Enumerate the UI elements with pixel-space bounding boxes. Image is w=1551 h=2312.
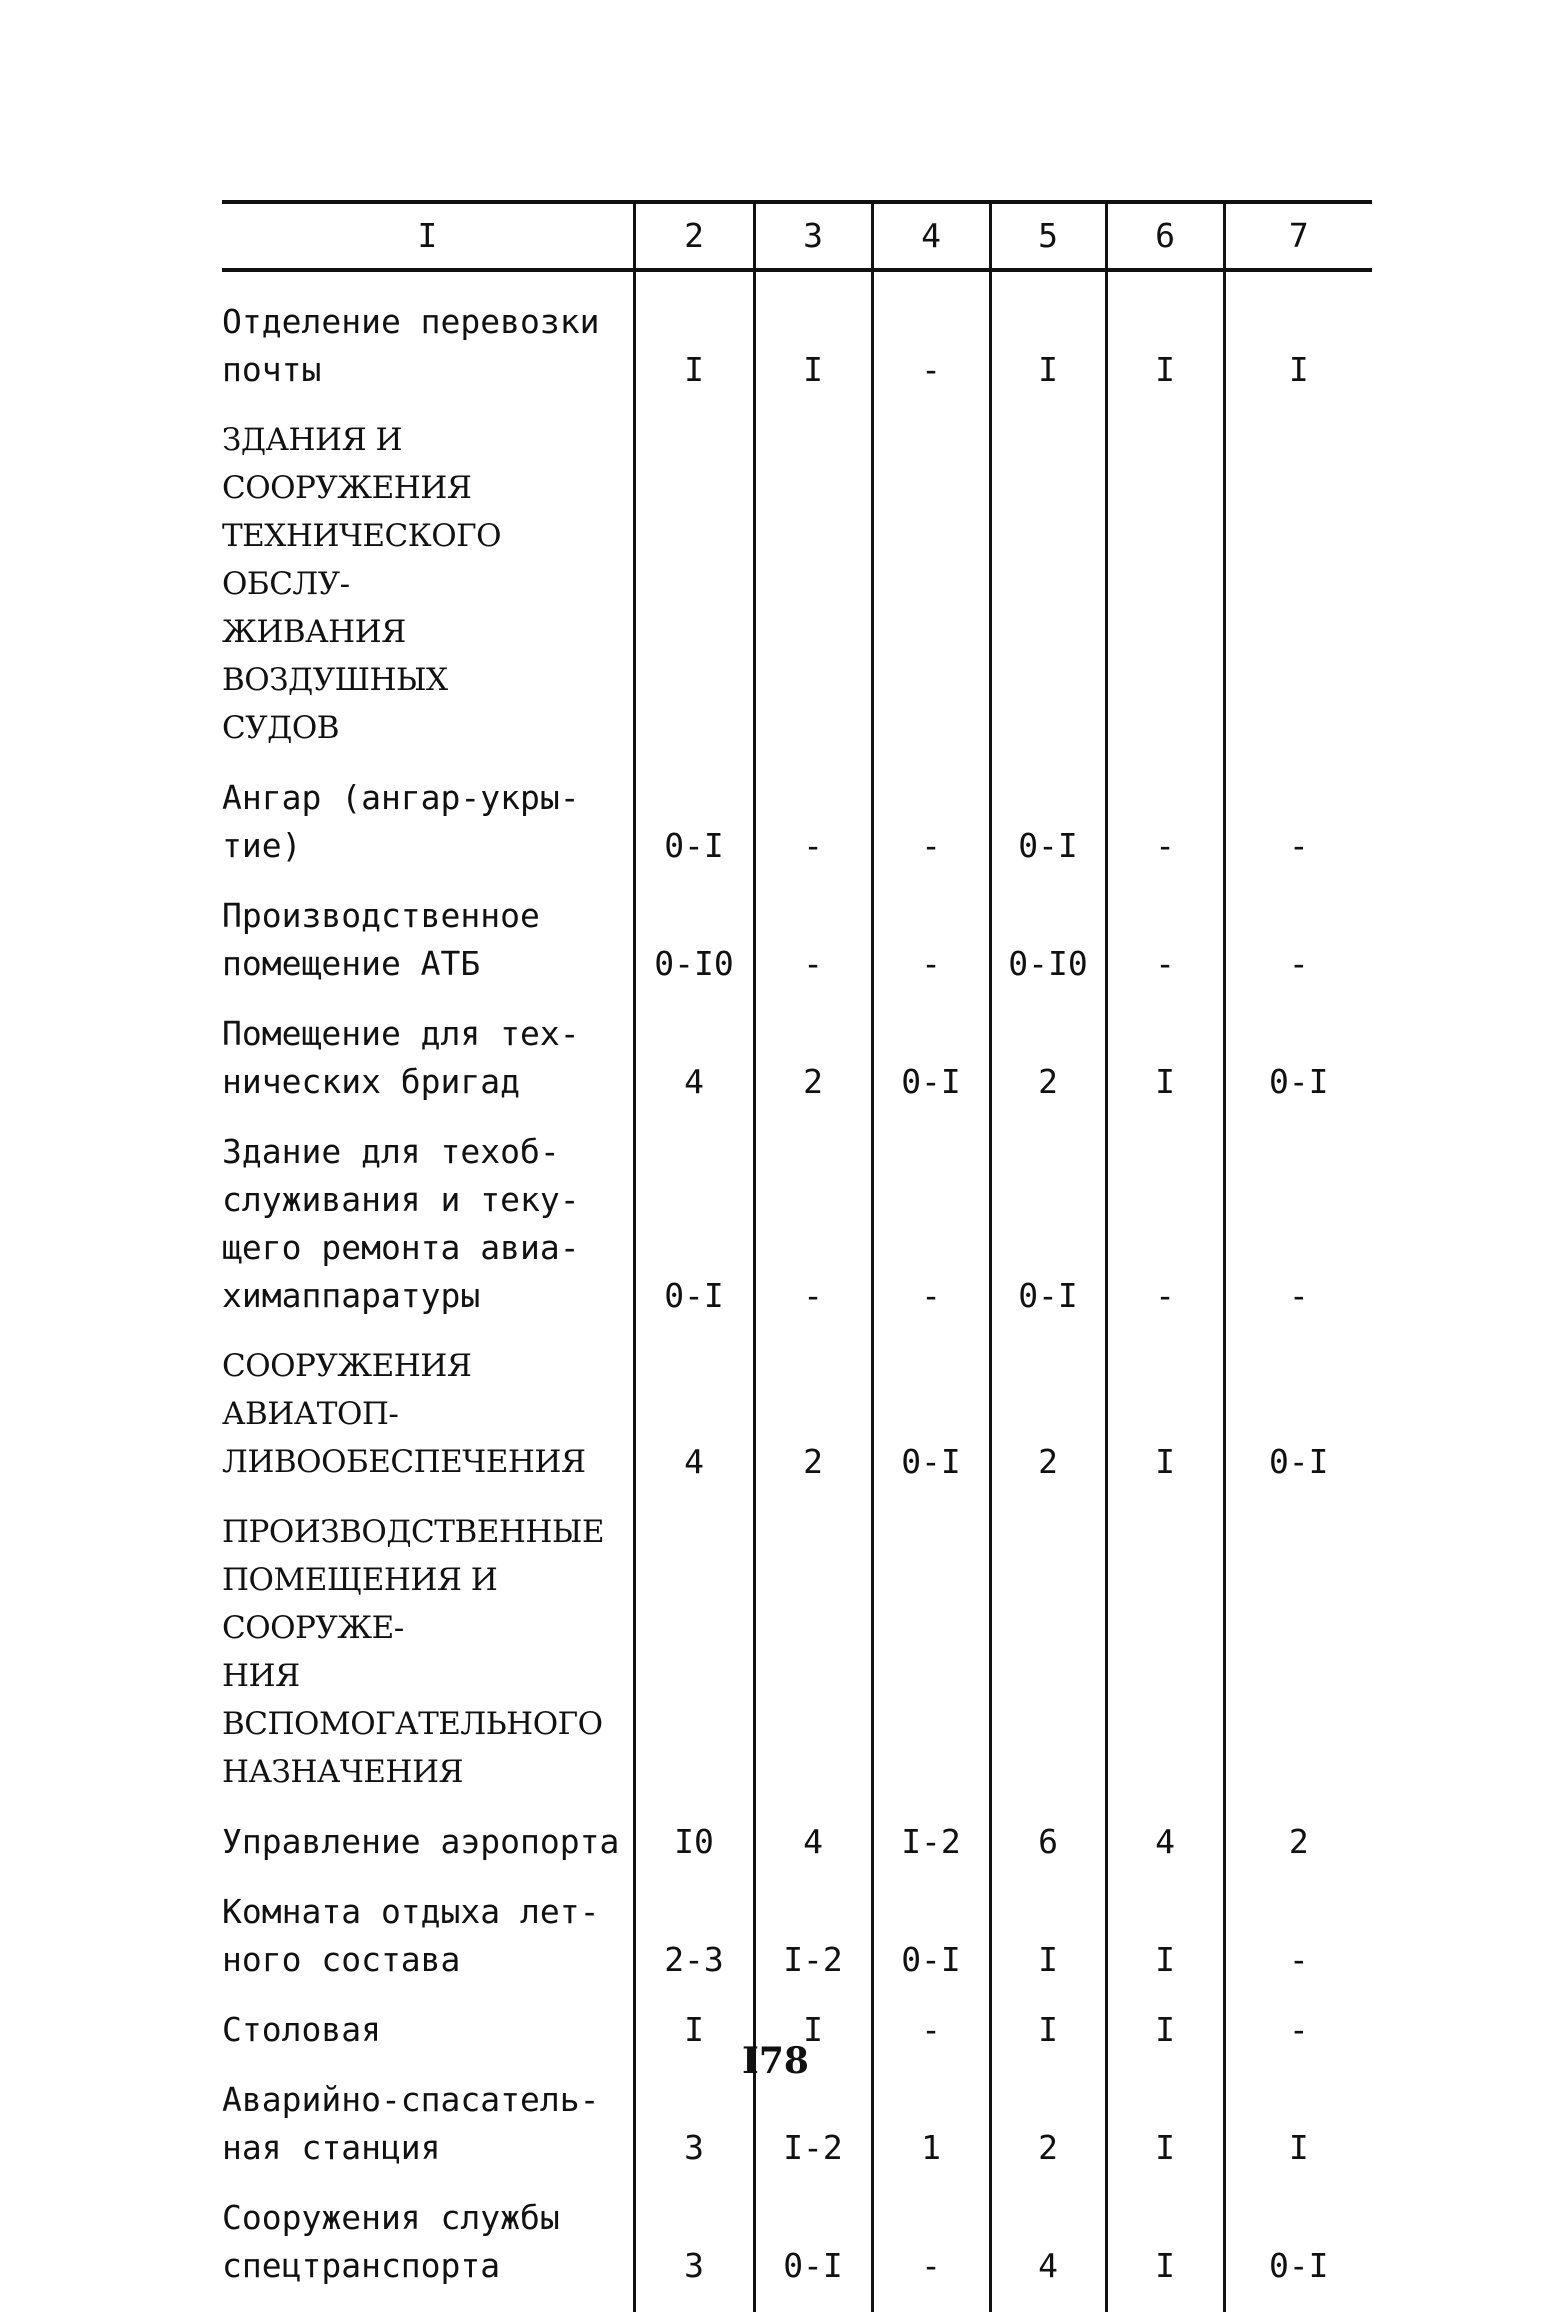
- table-row: [222, 2076, 1372, 2180]
- cell-col-7: -: [1224, 892, 1372, 996]
- cell-col-7: 0-I: [1224, 2194, 1372, 2298]
- header-col-3: 3: [754, 202, 872, 270]
- cell-col-7: I: [1224, 298, 1372, 402]
- cell-col-3: [754, 416, 872, 760]
- row-label: Аварийно-спасатель- ная станция: [222, 2080, 600, 2167]
- cell-col-6: -: [1106, 774, 1224, 878]
- table-row: [222, 1128, 1372, 1328]
- cell-col-6: I: [1106, 1010, 1224, 1114]
- row-gap: [222, 760, 1372, 774]
- row-gap: [222, 1874, 1372, 1888]
- cell-col-3: I: [754, 298, 872, 402]
- cell-col-4: -: [872, 1128, 990, 1328]
- table-row: [222, 1010, 1372, 1114]
- cell-col-5: 2: [990, 1010, 1106, 1114]
- cell-col-4: 1: [872, 2076, 990, 2180]
- page-number: I78: [742, 2040, 809, 2082]
- cell-col-5: 0-I0: [990, 892, 1106, 996]
- cell-col-3: -: [754, 1128, 872, 1328]
- table-row: [222, 298, 1372, 402]
- row-gap: [222, 1114, 1372, 1128]
- row-label: Помещение для тех- нических бригад: [222, 1014, 580, 1101]
- cell-col-2: I: [634, 2006, 754, 2062]
- row-gap: [222, 402, 1372, 416]
- row-gap: [222, 1328, 1372, 1342]
- cell-col-2: 3: [634, 2194, 754, 2298]
- row-label: Здание для техоб- служивания и теку- щего ремонта авиа- химаппаратуры: [222, 1132, 580, 1315]
- table-row: [222, 892, 1372, 996]
- row-label: Производственное помещение АТБ: [222, 896, 540, 983]
- cell-col-3: I-2: [754, 1888, 872, 1992]
- cell-col-5: 6: [990, 1818, 1106, 1874]
- cell-col-7: -: [1224, 774, 1372, 878]
- cell-col-5: I: [990, 1888, 1106, 1992]
- table-header-row: [222, 202, 1372, 270]
- section-heading: ЗДАНИЯ И СООРУЖЕНИЯ ТЕХНИЧЕСКОГО ОБСЛУ- ЖИВАНИЯ ВОЗДУШНЫХ СУДОВ: [222, 422, 502, 746]
- cell-col-4: I-2: [872, 1818, 990, 1874]
- cell-col-5: 2: [990, 1342, 1106, 1494]
- cell-col-3: I-2: [754, 2076, 872, 2180]
- header-col-1: I: [222, 202, 634, 270]
- table-row: [222, 1508, 1372, 1804]
- cell-col-7: 2: [1224, 1818, 1372, 1874]
- cell-col-4: 0-I: [872, 1888, 990, 1992]
- cell-col-2: 2-3: [634, 1888, 754, 1992]
- cell-col-3: 2: [754, 1342, 872, 1494]
- row-label: Комната отдыха лет- ного состава: [222, 1892, 600, 1979]
- header-col-7: 7: [1224, 202, 1372, 270]
- cell-col-3: -: [754, 774, 872, 878]
- cell-col-2: [634, 1508, 754, 1804]
- cell-col-4: -: [872, 2194, 990, 2298]
- header-col-6: 6: [1106, 202, 1224, 270]
- cell-col-7: -: [1224, 2006, 1372, 2062]
- cell-col-4: [872, 416, 990, 760]
- table-row: [222, 2194, 1372, 2298]
- cell-col-3: 0-I: [754, 2194, 872, 2298]
- cell-col-4: [872, 1508, 990, 1804]
- cell-col-4: 0-I: [872, 1010, 990, 1114]
- cell-col-5: [990, 416, 1106, 760]
- cell-col-7: 0-I: [1224, 1010, 1372, 1114]
- cell-col-5: 0-I: [990, 1128, 1106, 1328]
- row-gap: [222, 1804, 1372, 1818]
- cell-col-6: I: [1106, 298, 1224, 402]
- cell-col-2: 4: [634, 1342, 754, 1494]
- cell-col-6: I: [1106, 2076, 1224, 2180]
- cell-col-2: I0: [634, 1818, 754, 1874]
- requirements-table: [222, 200, 1372, 2312]
- cell-col-7: [1224, 1508, 1372, 1804]
- cell-col-7: -: [1224, 1888, 1372, 1992]
- cell-col-2: 0-I: [634, 1128, 754, 1328]
- cell-col-6: I: [1106, 1888, 1224, 1992]
- cell-col-6: 4: [1106, 1818, 1224, 1874]
- cell-col-7: I: [1224, 2076, 1372, 2180]
- table-row: [222, 774, 1372, 878]
- cell-col-3: 4: [754, 1818, 872, 1874]
- cell-col-7: [1224, 416, 1372, 760]
- row-gap: [222, 2180, 1372, 2194]
- cell-col-3: 2: [754, 1010, 872, 1114]
- section-heading: ПРОИЗВОДСТВЕННЫЕ ПОМЕЩЕНИЯ И СООРУЖЕ- НИЯ ВСПОМОГАТЕЛЬНОГО НАЗНАЧЕНИЯ: [222, 1514, 605, 1790]
- cell-col-4: -: [872, 892, 990, 996]
- cell-col-5: [990, 1508, 1106, 1804]
- cell-col-5: 0-I: [990, 774, 1106, 878]
- cell-col-7: -: [1224, 1128, 1372, 1328]
- header-col-5: 5: [990, 202, 1106, 270]
- row-label: Сооружения службы спецтранспорта: [222, 2198, 560, 2285]
- cell-col-2: 0-I0: [634, 892, 754, 996]
- cell-col-3: -: [754, 892, 872, 996]
- cell-col-6: I: [1106, 2194, 1224, 2298]
- cell-col-5: I: [990, 2006, 1106, 2062]
- cell-col-5: I: [990, 298, 1106, 402]
- header-col-4: 4: [872, 202, 990, 270]
- cell-col-4: -: [872, 298, 990, 402]
- row-label: Отделение перевозки почты: [222, 302, 600, 389]
- cell-col-2: 4: [634, 1010, 754, 1114]
- table-row: [222, 1818, 1372, 1874]
- row-label: Управление аэропорта: [222, 1822, 620, 1861]
- cell-col-5: 2: [990, 2076, 1106, 2180]
- table-row: [222, 1342, 1372, 1494]
- cell-col-4: -: [872, 2006, 990, 2062]
- table-body: [222, 270, 1372, 2312]
- cell-col-2: 3: [634, 2076, 754, 2180]
- cell-col-6: [1106, 1508, 1224, 1804]
- cell-col-7: 0-I: [1224, 1342, 1372, 1494]
- section-heading: СООРУЖЕНИЯ АВИАТОП- ЛИВООБЕСПЕЧЕНИЯ: [222, 1348, 586, 1480]
- row-gap: [222, 1494, 1372, 1508]
- row-label: Столовая: [222, 2010, 381, 2049]
- cell-col-6: -: [1106, 892, 1224, 996]
- cell-col-4: 0-I: [872, 1342, 990, 1494]
- row-gap: [222, 2298, 1372, 2312]
- cell-col-6: I: [1106, 1342, 1224, 1494]
- row-label: Ангар (ангар-укры- тие): [222, 778, 580, 865]
- cell-col-3: I: [754, 2006, 872, 2062]
- table-row: [222, 1888, 1372, 1992]
- cell-col-3: [754, 1508, 872, 1804]
- cell-col-6: -: [1106, 1128, 1224, 1328]
- cell-col-2: I: [634, 298, 754, 402]
- row-gap: [222, 878, 1372, 892]
- cell-col-2: [634, 416, 754, 760]
- table-row: [222, 416, 1372, 760]
- cell-col-6: [1106, 416, 1224, 760]
- row-gap: [222, 1992, 1372, 2006]
- cell-col-4: -: [872, 774, 990, 878]
- header-col-2: 2: [634, 202, 754, 270]
- cell-col-2: 0-I: [634, 774, 754, 878]
- row-gap: [222, 996, 1372, 1010]
- cell-col-5: 4: [990, 2194, 1106, 2298]
- cell-col-6: I: [1106, 2006, 1224, 2062]
